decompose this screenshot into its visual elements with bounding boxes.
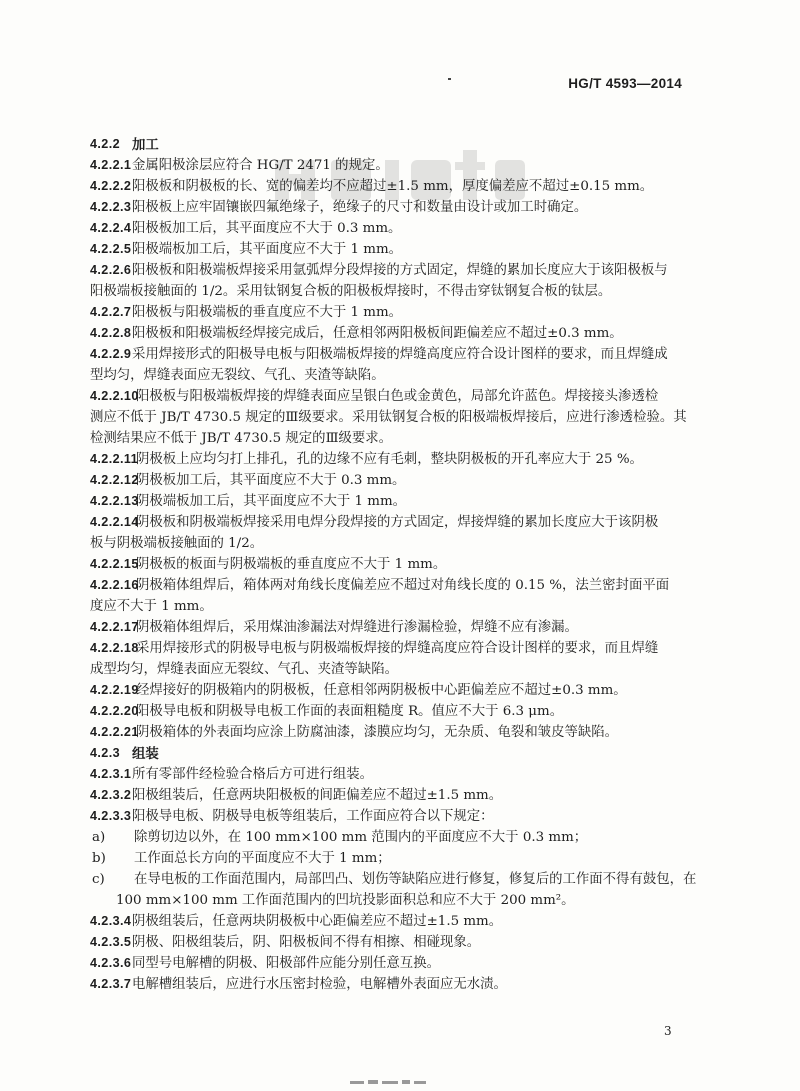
clause-text: 阴极、阳极组装后，阴、阳极板间不得有相擦、相碰现象。 <box>132 935 481 950</box>
clause-number: 4.2.3.3 <box>90 809 132 823</box>
clause-number: 4.2.3 <box>90 746 121 760</box>
clause-continuation: 成型均匀，焊缝表面应无裂纹、气孔、夹渣等缺陷。 <box>90 662 398 677</box>
clause-number: 4.2.2.13 <box>90 494 139 508</box>
clause-text: 阴极箱体的外表面均应涂上防腐油漆，漆膜应均匀，无杂质、龟裂和皱皮等缺陷。 <box>136 725 619 740</box>
clause-text: 所有零部件经检验合格后方可进行组装。 <box>132 767 374 782</box>
clause-continuation: 检测结果应不低于 JB/T 4730.5 规定的Ⅲ级要求。 <box>90 431 393 446</box>
clause-line <box>90 638 694 659</box>
heading-text: 组装 <box>132 746 159 761</box>
clause-number: 4.2.2.5 <box>90 242 132 256</box>
list-item <box>90 848 694 869</box>
clause-line <box>90 302 694 323</box>
clause-text: 阴极板上应均匀打上排孔，孔的边缘不应有毛刺，整块阴极板的开孔率应大于 25 %。 <box>136 452 643 467</box>
list-item <box>90 869 697 890</box>
list-item-label: c) <box>92 872 105 887</box>
clause-number: 4.2.2.14 <box>90 515 139 529</box>
clause-text: 阳极导电板、阴极导电板等组装后，工作面应符合以下规定： <box>132 809 494 824</box>
clause-text: 阳极板与阳极端板焊接的焊缝表面应呈银白色或金黄色，局部允许蓝色。焊接接头渗透检 <box>136 389 659 404</box>
clause-line <box>90 575 694 596</box>
clause-line <box>90 155 694 176</box>
clause-line <box>90 239 694 260</box>
clause-number: 4.2.3.7 <box>90 977 132 991</box>
clause-text: 阳极组装后，任意两块阳极板的间距偏差应不超过±1.5 mm。 <box>132 788 503 803</box>
clause-line <box>90 785 694 806</box>
clause-text: 阳极板和阳极端板焊接采用氩弧焊分段焊接的方式固定，焊缝的累加长度应大于该阳极板与 <box>132 263 668 278</box>
clause-number: 4.2.3.1 <box>90 767 132 781</box>
list-item-continuation: 100 mm×100 mm 工作面范围内的凹坑投影面积总和应不大于 200 mm²。 <box>116 893 575 908</box>
clause-text: 阴极板和阴极端板焊接采用电焊分段焊接的方式固定，焊接焊缝的累加长度应大于该阴极 <box>136 515 659 530</box>
clause-line <box>90 932 694 953</box>
clause-text: 采用焊接形式的阴极导电板与阴极端板焊接的焊缝高度应符合设计图样的要求，而且焊缝 <box>136 641 659 656</box>
clause-number: 4.2.2.12 <box>90 473 139 487</box>
heading-text: 加工 <box>132 137 159 152</box>
clause-line <box>90 764 694 785</box>
clause-line <box>90 344 694 365</box>
clause-number: 4.2.2.3 <box>90 200 132 214</box>
clause-line <box>90 323 694 344</box>
clause-line <box>90 554 694 575</box>
clause-line <box>90 197 694 218</box>
standard-code: HG/T 4593—2014 <box>568 76 682 91</box>
clause-continuation: 板与阴极端板接触面的 1/2。 <box>90 536 264 551</box>
clause-line <box>90 617 694 638</box>
section-heading <box>90 743 694 764</box>
clause-number: 4.2.2.18 <box>90 641 139 655</box>
clause-line <box>90 512 694 533</box>
clause-number: 4.2.2.17 <box>90 620 139 634</box>
clause-number: 4.2.3.2 <box>90 788 132 802</box>
clause-line <box>90 701 694 722</box>
clause-number: 4.2.2.9 <box>90 347 132 361</box>
clause-text: 阳极板加工后，其平面度应不大于 0.3 mm。 <box>132 221 402 236</box>
clause-number: 4.2.2.2 <box>90 179 132 193</box>
clause-number: 4.2.2 <box>90 137 121 151</box>
clause-number: 4.2.2.10 <box>90 389 139 403</box>
clause-number: 4.2.2.15 <box>90 557 139 571</box>
clause-text: 金属阳极涂层应符合 HG/T 2471 的规定。 <box>132 158 389 173</box>
clause-line <box>90 176 694 197</box>
clause-number: 4.2.2.4 <box>90 221 132 235</box>
clause-line <box>90 470 694 491</box>
clause-number: 4.2.2.1 <box>90 158 132 172</box>
clause-continuation: 度应不大于 1 mm。 <box>90 599 213 614</box>
clause-text: 同型号电解槽的阴极、阳极部件应能分别任意互换。 <box>132 956 440 971</box>
clause-number: 4.2.3.5 <box>90 935 132 949</box>
scan-speck <box>448 78 451 80</box>
clause-text: 阳极板与阳极端板的垂直度应不大于 1 mm。 <box>132 305 403 320</box>
clause-number: 4.2.2.7 <box>90 305 132 319</box>
list-item-text: 除剪切边以外，在 100 mm×100 mm 范围内的平面度应不大于 0.3 mm； <box>134 830 588 845</box>
clause-line <box>90 680 694 701</box>
list-item-label: a) <box>92 830 106 845</box>
clause-line <box>90 953 694 974</box>
clause-continuation: 型均匀，焊缝表面应无裂纹、气孔、夹渣等缺陷。 <box>90 368 385 383</box>
clause-text: 阴极箱体组焊后，采用煤油渗漏法对焊缝进行渗漏检验，焊缝不应有渗漏。 <box>136 620 578 635</box>
clause-line <box>90 806 694 827</box>
clause-line <box>90 386 694 407</box>
page-number: 3 <box>664 1024 672 1038</box>
clause-text: 阳极板上应牢固镶嵌四氟绝缘子，绝缘子的尺寸和数量由设计或加工时确定。 <box>132 200 588 215</box>
clause-continuation: 阳极端板接触面的 1/2。采用钛钢复合板的阳极板焊接时，不得击穿钛钢复合板的钛层。 <box>90 284 612 299</box>
clause-number: 4.2.3.6 <box>90 956 132 970</box>
section-heading <box>90 134 694 155</box>
clause-line <box>90 911 694 932</box>
clause-text: 经焊接好的阴极箱内的阴极板，任意相邻两阴极板中心距偏差应不超过±0.3 mm。 <box>136 683 627 698</box>
clause-text: 阴极端板加工后，其平面度应不大于 1 mm。 <box>136 494 407 509</box>
clause-text: 阴极组装后，任意两块阴极板中心距偏差应不超过±1.5 mm。 <box>132 914 503 929</box>
list-item-text: 在导电板的工作面范围内，局部凹凸、划伤等缺陷应进行修复，修复后的工作面不得有鼓包，在 <box>134 872 697 887</box>
clause-number: 4.2.2.21 <box>90 725 139 739</box>
clause-number: 4.2.2.19 <box>90 683 139 697</box>
clause-text: 阴极板的板面与阴极端板的垂直度应不大于 1 mm。 <box>136 557 447 572</box>
clause-text: 阳极导电板和阴极导电板工作面的表面粗糙度 R。值应不大于 6.3 μm。 <box>136 704 564 719</box>
clause-number: 4.2.2.8 <box>90 326 132 340</box>
list-item <box>90 827 694 848</box>
clause-line <box>90 218 694 239</box>
clause-line <box>90 449 694 470</box>
clause-text: 采用焊接形式的阳极导电板与阳极端板焊接的焊缝高度应符合设计图样的要求，而且焊缝成 <box>132 347 668 362</box>
clause-text: 阴极箱体组焊后，箱体两对角线长度偏差应不超过对角线长度的 0.15 %，法兰密封面平面 <box>136 578 670 593</box>
clause-number: 4.2.2.11 <box>90 452 139 466</box>
document-body <box>90 134 697 995</box>
footer-scan-mark <box>350 1078 450 1088</box>
clause-continuation: 测应不低于 JB/T 4730.5 规定的Ⅲ级要求。采用钛钢复合板的阳极端板焊接后，应进行渗透检验。其 <box>90 410 687 425</box>
clause-text: 阳极端板加工后，其平面度应不大于 1 mm。 <box>132 242 403 257</box>
clause-text: 电解槽组装后，应进行水压密封检验，电解槽外表面应无水渍。 <box>132 977 507 992</box>
clause-text: 阳极板和阴极板的长、宽的偏差均不应超过±1.5 mm，厚度偏差应不超过±0.15 mm。 <box>132 179 654 194</box>
clause-number: 4.2.2.16 <box>90 578 139 592</box>
clause-number: 4.2.2.6 <box>90 263 132 277</box>
list-item-label: b) <box>92 851 106 866</box>
clause-number: 4.2.2.20 <box>90 704 139 718</box>
clause-text: 阳极板和阳极端板经焊接完成后，任意相邻两阳极板间距偏差应不超过±0.3 mm。 <box>132 326 623 341</box>
clause-number: 4.2.3.4 <box>90 914 132 928</box>
clause-line <box>90 491 694 512</box>
clause-text: 阴极板加工后，其平面度应不大于 0.3 mm。 <box>136 473 406 488</box>
clause-line <box>90 974 694 995</box>
clause-line <box>90 722 694 743</box>
list-item-text: 工作面总长方向的平面度应不大于 1 mm； <box>134 851 391 866</box>
clause-line <box>90 260 694 281</box>
